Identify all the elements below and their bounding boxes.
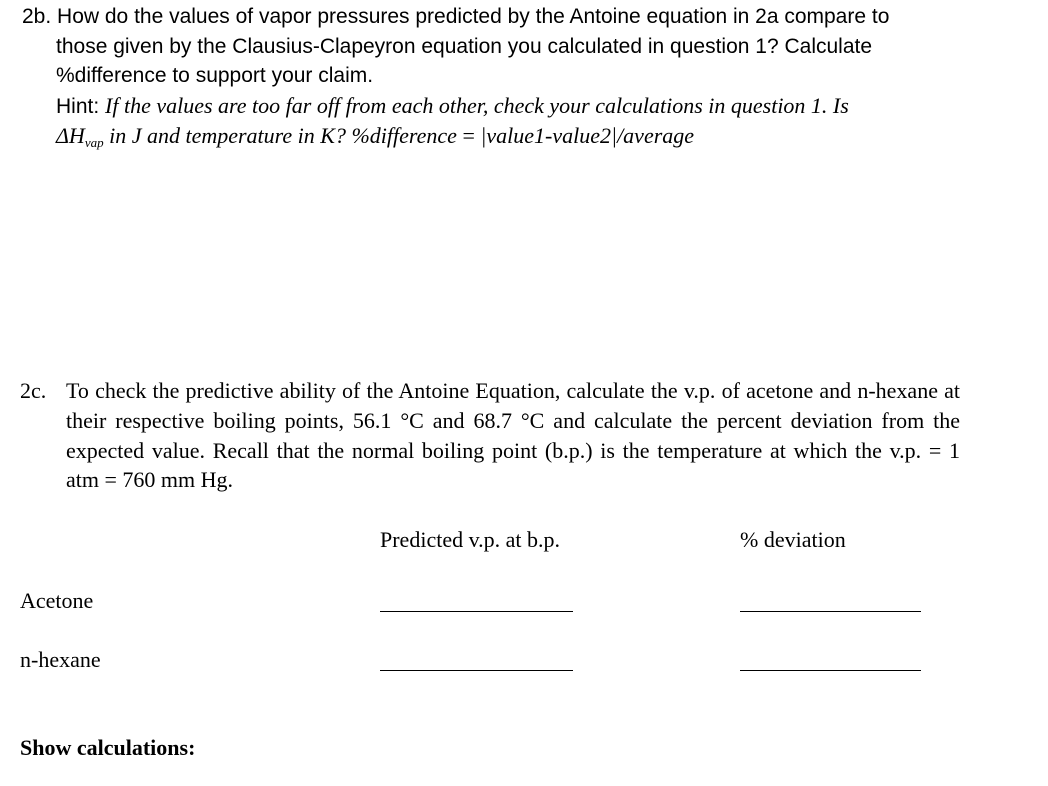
delta-h-symbol: ΔH xyxy=(56,123,85,148)
hint-formula: |value1-value2|/average xyxy=(480,123,695,148)
acetone-predicted-vp-blank[interactable] xyxy=(380,611,573,612)
q2b-line-1: 2b. How do the values of vapor pressures predicted by the Antoine equation in 2a compare to xyxy=(22,5,890,28)
show-calculations-heading: Show calculations: xyxy=(20,735,196,760)
hint-equals: = xyxy=(462,123,475,148)
column-header-predicted-vp: Predicted v.p. at b.p. xyxy=(380,527,561,552)
q2b-line-3: %difference to support your claim. xyxy=(56,64,374,87)
q2c-number: 2c. xyxy=(20,378,47,403)
hint-text-2a: in J and temperature in K? %difference xyxy=(109,123,457,148)
q2c-paragraph: To check the predictive ability of the Antoine Equation, calculate the v.p. of acetone and n-hexane at their respective boiling points, 56.1 °C and 68.7 °C and calculate the percent deviation from the expected value. Recall that the normal boiling point (b.p.) is the temperature at which the v.p. = 1 atm = 760 mm Hg. xyxy=(66,378,960,493)
q2b-line-2: those given by the Clausius-Clapeyron equation you calculated in question 1? Calculate xyxy=(56,34,873,58)
n-hexane-predicted-vp-blank[interactable] xyxy=(380,670,573,671)
q2b-hint-line-2 xyxy=(22,121,1022,158)
column-header-deviation: % deviation xyxy=(740,527,846,552)
question-2c xyxy=(20,376,960,495)
acetone-deviation-blank[interactable] xyxy=(740,611,921,612)
q2b-hint-line-1 xyxy=(22,91,1022,122)
vap-subscript: vap xyxy=(84,135,104,150)
row-label-acetone: Acetone xyxy=(20,588,94,613)
hint-label: Hint: xyxy=(56,94,100,118)
question-2b xyxy=(22,2,1022,158)
n-hexane-deviation-blank[interactable] xyxy=(740,670,921,671)
hint-text-1: If the values are too far off from each other, check your calculations in question 1. Is xyxy=(105,92,849,118)
row-label-n-hexane: n-hexane xyxy=(20,647,101,672)
